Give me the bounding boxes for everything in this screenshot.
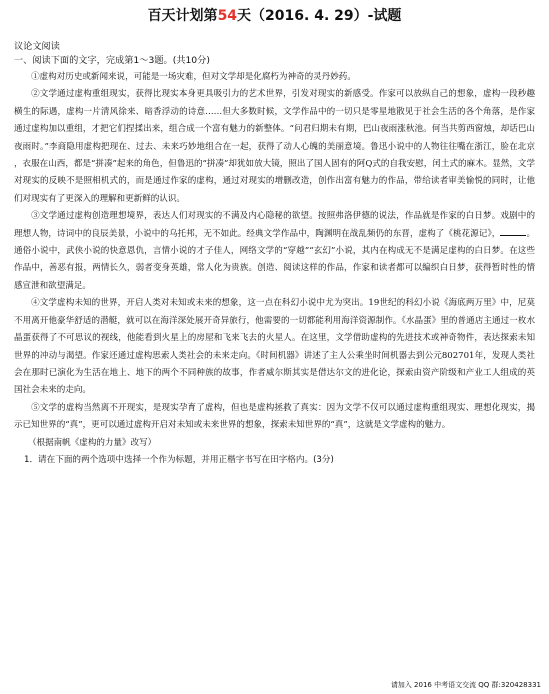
paragraph-2: ②文学通过虚构重组现实，获得比现实本身更具吸引力的艺术世界，引发对现实的新感受。作家可以放纵自己的想象，虚构一段秒趣横生的际遇，虚构一片清风徐来、暗香浮动的诗意……但大多数时候，文学作品中的一切只是零星地散见于社会生活的各个角落，是作家通过虚构加以重组，才把它们捏揉出来，组合成一个富有魅力的新整体。“问君归期未有期，巴山夜雨涨秋池。何当共剪西窗烛，却话巴山夜雨时。”李商隐用虚构把现在、过去、未来巧妙地组合在一起，获得了动人心魄的美丽意境。鲁迅小说中的人物往往嘴在浙江，脸在北京，衣服在山西，都是“拼凑”起来的角色，但鲁迅的“拼凑”却犹如放大镜，照出了国人固有的阿Q式的自我安慰，闰土式的麻木。显然，文学对现实的反映不是照相机式的，而是通过作家的虚构，通过对现实的增删改造，创作出富有魅力的作品，带给读者审美愉悦的同时，让他们对现实有了更深入的理解和更新鲜的认识。: [14, 89, 535, 204]
question-1: 1．请在下面的两个选项中选择一个作为标题，并用正楷字书写在田字格内。(3分): [24, 454, 334, 465]
task-instruction: 一、阅读下面的文字，完成第1～3题。(共10分): [14, 55, 210, 66]
paragraph-4: ④文学虚构未知的世界，开启人类对未知或未来的想象，这一点在科幻小说中尤为突出。19世纪的科幻小说《海底两万里》中，尼莫不用离开他豪华舒适的潜艇，就可以在海洋深处展开奇异旅行，他需要的一切都能利用海洋资源制作。《水晶蛋》里的普通店主通过一枚水晶蛋获得了不可思议的视线，他能看到火星上的房屋和飞来飞去的火星人。在这里，文学借助虚构的先进技术或神奇物件，表达探索未知世界的冲动与渴望。作家还通过虚构思索人类社会的未来走向。《时间机器》讲述了主人公乘坐时间机器去到公元802701年，发现人类社会在那时已演化为生活在地上、地下的两个不同种族的故事，作者威尔斯其实是借达尔文的进化论，探索由资产阶级和产业工人组成的英国社会未来的走向。: [14, 298, 535, 396]
title-prefix: 百天计划第: [147, 8, 218, 24]
title-suffix: 天（2016. 4. 29）-试题: [237, 8, 402, 24]
page-title: [14, 6, 535, 26]
paragraph-3-part-b: 。通俗小说中，武侠小说的快意恩仇，言情小说的才子佳人，网络文学的“穿越”“玄幻”小说，其内在构成无不是满足虚构的白日梦。在这些作品中，善恶有报，两情长久，弱者变身英雄，常人化为贵族。创造、阅读这样的作品，作家和读者都可以编织白日梦，获得暂时性的情感宣泄和欲望满足。: [14, 228, 535, 291]
source-note: （根据南帆《虚构的力量》改写）: [28, 437, 157, 448]
footer-qq-group: 请加入 2016 中考语文交流 QQ 群:320428331: [390, 681, 541, 689]
paragraph-3-part-a: ③文学通过虚构创造理想境界，表达人们对现实的不满及内心隐秘的欲望。按照弗洛伊德的说法，作品就是作家的白日梦。戏剧中的理想人物，诗词中的良辰美景，小说中的乌托邦，无不如此。经典文学作品中，陶渊明在战乱频仍的东晋，虚构了《桃花源记》，: [14, 211, 535, 239]
fill-in-blank[interactable]: [500, 227, 526, 236]
title-day-number: 54: [217, 8, 238, 24]
paragraph-3: [14, 208, 535, 295]
paragraph-5: ⑤文学的虚构当然离不开现实，是现实孕育了虚构，但也是虚构拯救了真实：因为文学不仅可以通过虚构重组现实、理想化现实，揭示已知世界的“真”，更可以通过虚构开启对未知或未来世界的想象，探索未知世界的“真”，这就是文学虚构的魅力。: [14, 402, 535, 431]
paragraph-1: ①虚构对历史或新闻来说，可能是一场灾难，但对文学却是化腐朽为神奇的灵丹妙药。: [31, 72, 356, 82]
section-heading: 议论文阅读: [14, 41, 60, 52]
